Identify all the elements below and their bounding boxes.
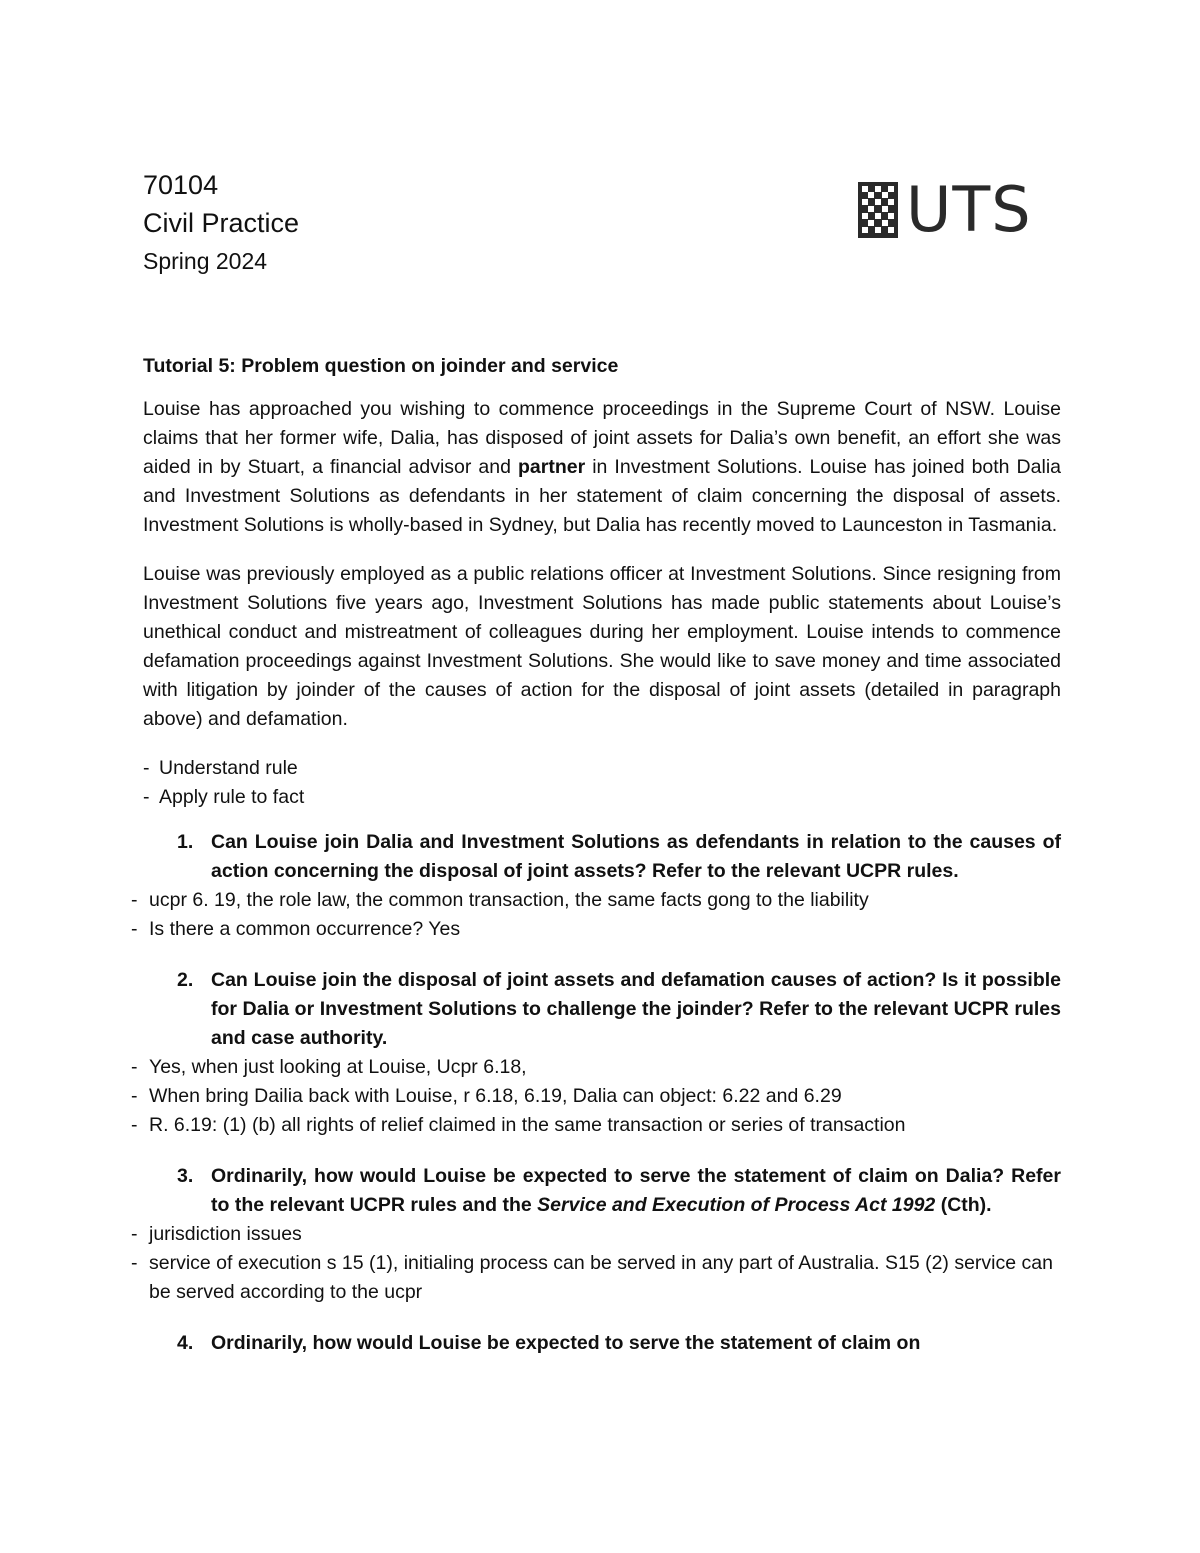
list-item: - service of execution s 15 (1), initialing process can be served in any part of Australia. S15 (2) service can be served according to the ucpr (127, 1249, 1061, 1307)
question-4 (143, 1329, 1061, 1358)
list-item: - Understand rule (143, 754, 1061, 783)
scenario-paragraph-1-part-b: in Investment Solutions. Louise has joined both Dalia and Investment Solutions as defendants in her statement of claim concerning the disposal of assets. Investment Solutions is wholly-based in Sydney, but Dalia has recently moved to Launceston in Tasmania. (143, 456, 1061, 536)
question-number: 2. (177, 969, 194, 991)
scenario-paragraph-2: Louise was previously employed as a public relations officer at Investment Solutions. Since resigning from Investment Solutions five years ago, Investment Solutions has made public statements about Louise’s unethical conduct and mistreatment of colleagues during her employment. Louise intends to commence defamation proceedings against Investment Solutions. She would like to save money and time associated with litigation by joinder of the causes of action for the disposal of joint assets (detailed in paragraph above) and defamation. (143, 563, 1061, 730)
course-header (143, 166, 299, 278)
list-item: - jurisdiction issues (127, 1220, 1061, 1249)
list-item: - Apply rule to fact (143, 783, 1061, 812)
partner-emphasis: partner (518, 456, 586, 478)
act-title: Service and Execution of Process Act 1992 (537, 1194, 936, 1216)
answers-3 (127, 1220, 1061, 1307)
question-text: Can Louise join Dalia and Investment Solutions as defendants in relation to the causes of action concerning the disposal of joint assets? Refer to the relevant UCPR rules. (211, 831, 1061, 882)
list-item: - R. 6.19: (1) (b) all rights of relief claimed in the same transaction or series of transaction (127, 1111, 1061, 1140)
uts-logo (858, 173, 1032, 246)
scenario-paragraph-1 (143, 395, 1061, 540)
question-text-part-b: (Cth). (935, 1194, 992, 1216)
answers-2 (127, 1053, 1061, 1140)
question-text: Ordinarily, how would Louise be expected to serve the statement of claim on (211, 1332, 921, 1354)
list-item: - When bring Dailia back with Louise, r 6.18, 6.19, Dalia can object: 6.22 and 6.29 (127, 1082, 1061, 1111)
question-number: 4. (177, 1332, 194, 1354)
question-2 (143, 966, 1061, 1053)
uts-crest-icon (858, 182, 898, 238)
tutorial-title: Tutorial 5: Problem question on joinder and service (143, 355, 619, 377)
question-number: 3. (177, 1165, 194, 1187)
tutorial-content (143, 352, 1061, 1358)
question-3 (143, 1162, 1061, 1220)
question-text: Can Louise join the disposal of joint assets and defamation causes of action? Is it possible for Dalia or Investment Solutions to challenge the joinder? Refer to the relevant UCPR rules and case authority. (211, 969, 1061, 1049)
steps-list (143, 754, 1061, 812)
question-1 (143, 828, 1061, 886)
course-name: Civil Practice (143, 208, 300, 238)
answers-1 (127, 886, 1061, 944)
list-item: - ucpr 6. 19, the role law, the common transaction, the same facts gong to the liability (127, 886, 1061, 915)
uts-logo-text: UTS (906, 173, 1032, 246)
scenario-paragraph-1-part-a: Louise has approached you wishing to commence proceedings in the Supreme Court of NSW. Louise claims that her former wife, Dalia, has disposed of joint assets for Dalia’s own benefit, an effort she was aided in by Stuart, a financial advisor and (143, 398, 1061, 478)
course-code: 70104 (143, 170, 219, 200)
course-term: Spring 2024 (143, 248, 268, 274)
question-number: 1. (177, 831, 194, 853)
question-text-part-a: Ordinarily, how would Louise be expected to serve the statement of claim on Dalia? Refer to the relevant UCPR rules and the (211, 1165, 1061, 1216)
list-item: - Is there a common occurrence? Yes (127, 915, 1061, 944)
list-item: - Yes, when just looking at Louise, Ucpr 6.18, (127, 1053, 1061, 1082)
